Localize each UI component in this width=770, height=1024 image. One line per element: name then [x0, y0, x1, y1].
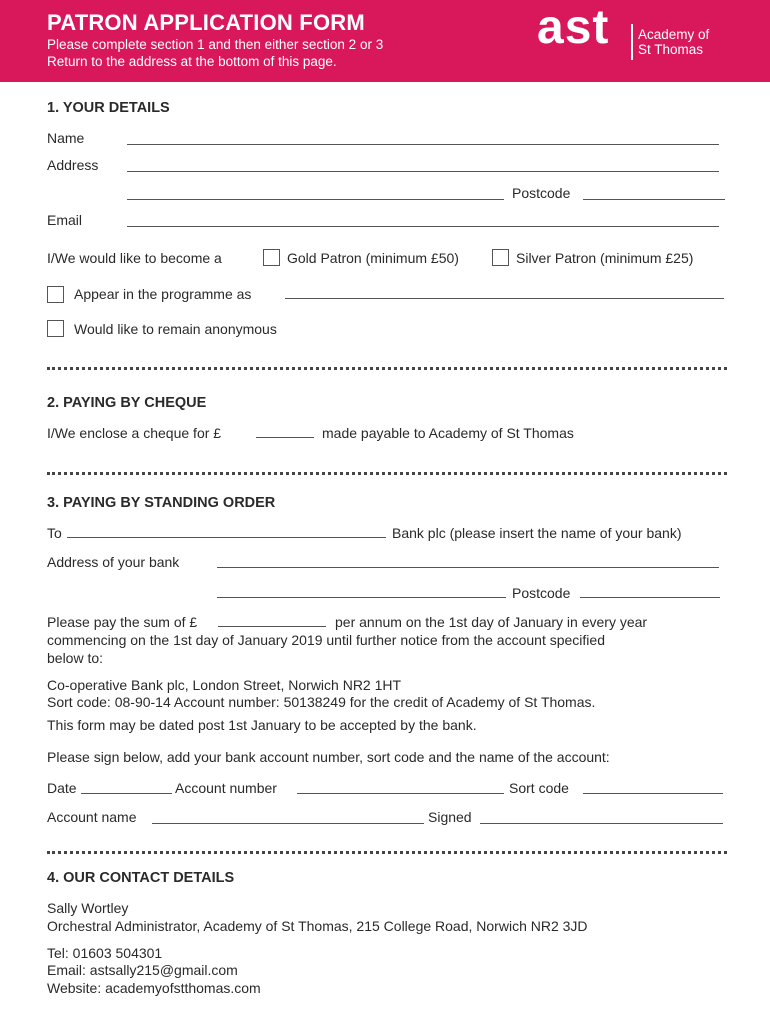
remain-anonymous-label: Would like to remain anonymous — [74, 321, 277, 337]
appear-in-programme-label: Appear in the programme as — [74, 286, 252, 302]
gold-patron-label: Gold Patron (minimum £50) — [287, 250, 459, 266]
form-title: PATRON APPLICATION FORM — [47, 10, 365, 35]
section-divider — [47, 472, 727, 475]
postcode-label: Postcode — [512, 185, 571, 201]
remain-anonymous-checkbox[interactable] — [47, 320, 64, 337]
payee-bank-text: Co-operative Bank plc, London Street, Norwich NR2 1HT — [47, 677, 402, 693]
contact-telephone: Tel: 01603 504301 — [47, 945, 163, 961]
logo-name-line-1: Academy of — [638, 27, 710, 42]
contact-name: Sally Wortley — [47, 900, 129, 916]
address-label: Address — [47, 157, 99, 173]
section-1-heading: 1. YOUR DETAILS — [47, 100, 170, 116]
section-divider — [47, 367, 727, 370]
logo-name-line-2: St Thomas — [638, 42, 704, 57]
silver-patron-checkbox[interactable] — [492, 249, 509, 266]
logo-mark: ast — [537, 1, 610, 54]
account-name-field[interactable] — [152, 823, 424, 824]
programme-name-field[interactable] — [285, 298, 724, 299]
contact-website: Website: academyofstthomas.com — [47, 980, 261, 996]
bank-postcode-field[interactable] — [580, 597, 720, 598]
bank-address-field-line-2[interactable] — [217, 597, 506, 598]
signature-field[interactable] — [480, 823, 723, 824]
silver-patron-label: Silver Patron (minimum £25) — [516, 250, 694, 266]
section-3-heading: 3. PAYING BY STANDING ORDER — [47, 495, 276, 511]
date-label: Date — [47, 780, 77, 796]
header-instruction-2: Return to the address at the bottom of this page. — [47, 54, 337, 69]
post-dated-note: This form may be dated post 1st January to be accepted by the bank. — [47, 717, 477, 733]
account-name-label: Account name — [47, 809, 137, 825]
logo-divider — [631, 24, 633, 60]
email-label: Email — [47, 212, 83, 228]
cheque-amount-field[interactable] — [256, 437, 314, 438]
account-number-label: Account number — [175, 780, 277, 796]
bank-plc-label: Bank plc (please insert the name of your bank) — [392, 525, 682, 541]
pay-sum-label: Please pay the sum of £ — [47, 614, 198, 630]
academy-logo — [537, 1, 737, 62]
account-number-field[interactable] — [297, 793, 504, 794]
address-field-line-1[interactable] — [127, 171, 719, 172]
become-patron-label: I/We would like to become a — [47, 250, 222, 266]
commencing-text: commencing on the 1st day of January 2019 until further notice from the account specified — [47, 632, 605, 648]
sort-code-label: Sort code — [509, 780, 569, 796]
appear-in-programme-checkbox[interactable] — [47, 286, 64, 303]
section-divider — [47, 851, 727, 854]
sort-code-field[interactable] — [583, 793, 723, 794]
payee-sort-code-text: Sort code: 08-90-14 Account number: 50138249 for the credit of Academy of St Thomas. — [47, 694, 596, 710]
signed-label: Signed — [428, 809, 472, 825]
contact-role-address: Orchestral Administrator, Academy of St Thomas, 215 College Road, Norwich NR2 3JD — [47, 918, 588, 934]
address-field-line-2[interactable] — [127, 199, 504, 200]
sign-instruction: Please sign below, add your bank account number, sort code and the name of the account: — [47, 749, 610, 765]
section-4-heading: 4. OUR CONTACT DETAILS — [47, 870, 235, 886]
gold-patron-checkbox[interactable] — [263, 249, 280, 266]
name-field[interactable] — [127, 144, 719, 145]
cheque-payable-label: made payable to Academy of St Thomas — [322, 425, 574, 441]
bank-address-field-line-1[interactable] — [217, 567, 719, 568]
pay-sum-field[interactable] — [218, 626, 326, 627]
section-2-heading: 2. PAYING BY CHEQUE — [47, 395, 207, 411]
postcode-field[interactable] — [583, 199, 725, 200]
email-field[interactable] — [127, 226, 719, 227]
form-header — [0, 0, 770, 82]
name-label: Name — [47, 130, 85, 146]
header-instruction-1: Please complete section 1 and then either section 2 or 3 — [47, 37, 384, 52]
cheque-prefix-label: I/We enclose a cheque for £ — [47, 425, 222, 441]
date-field[interactable] — [81, 793, 172, 794]
to-label: To — [47, 525, 62, 541]
bank-name-field[interactable] — [67, 537, 386, 538]
per-annum-label: per annum on the 1st day of January in every year — [335, 614, 648, 630]
bank-postcode-label: Postcode — [512, 585, 571, 601]
below-to-text: below to: — [47, 650, 104, 666]
contact-email: Email: astsally215@gmail.com — [47, 962, 238, 978]
bank-address-label: Address of your bank — [47, 554, 180, 570]
